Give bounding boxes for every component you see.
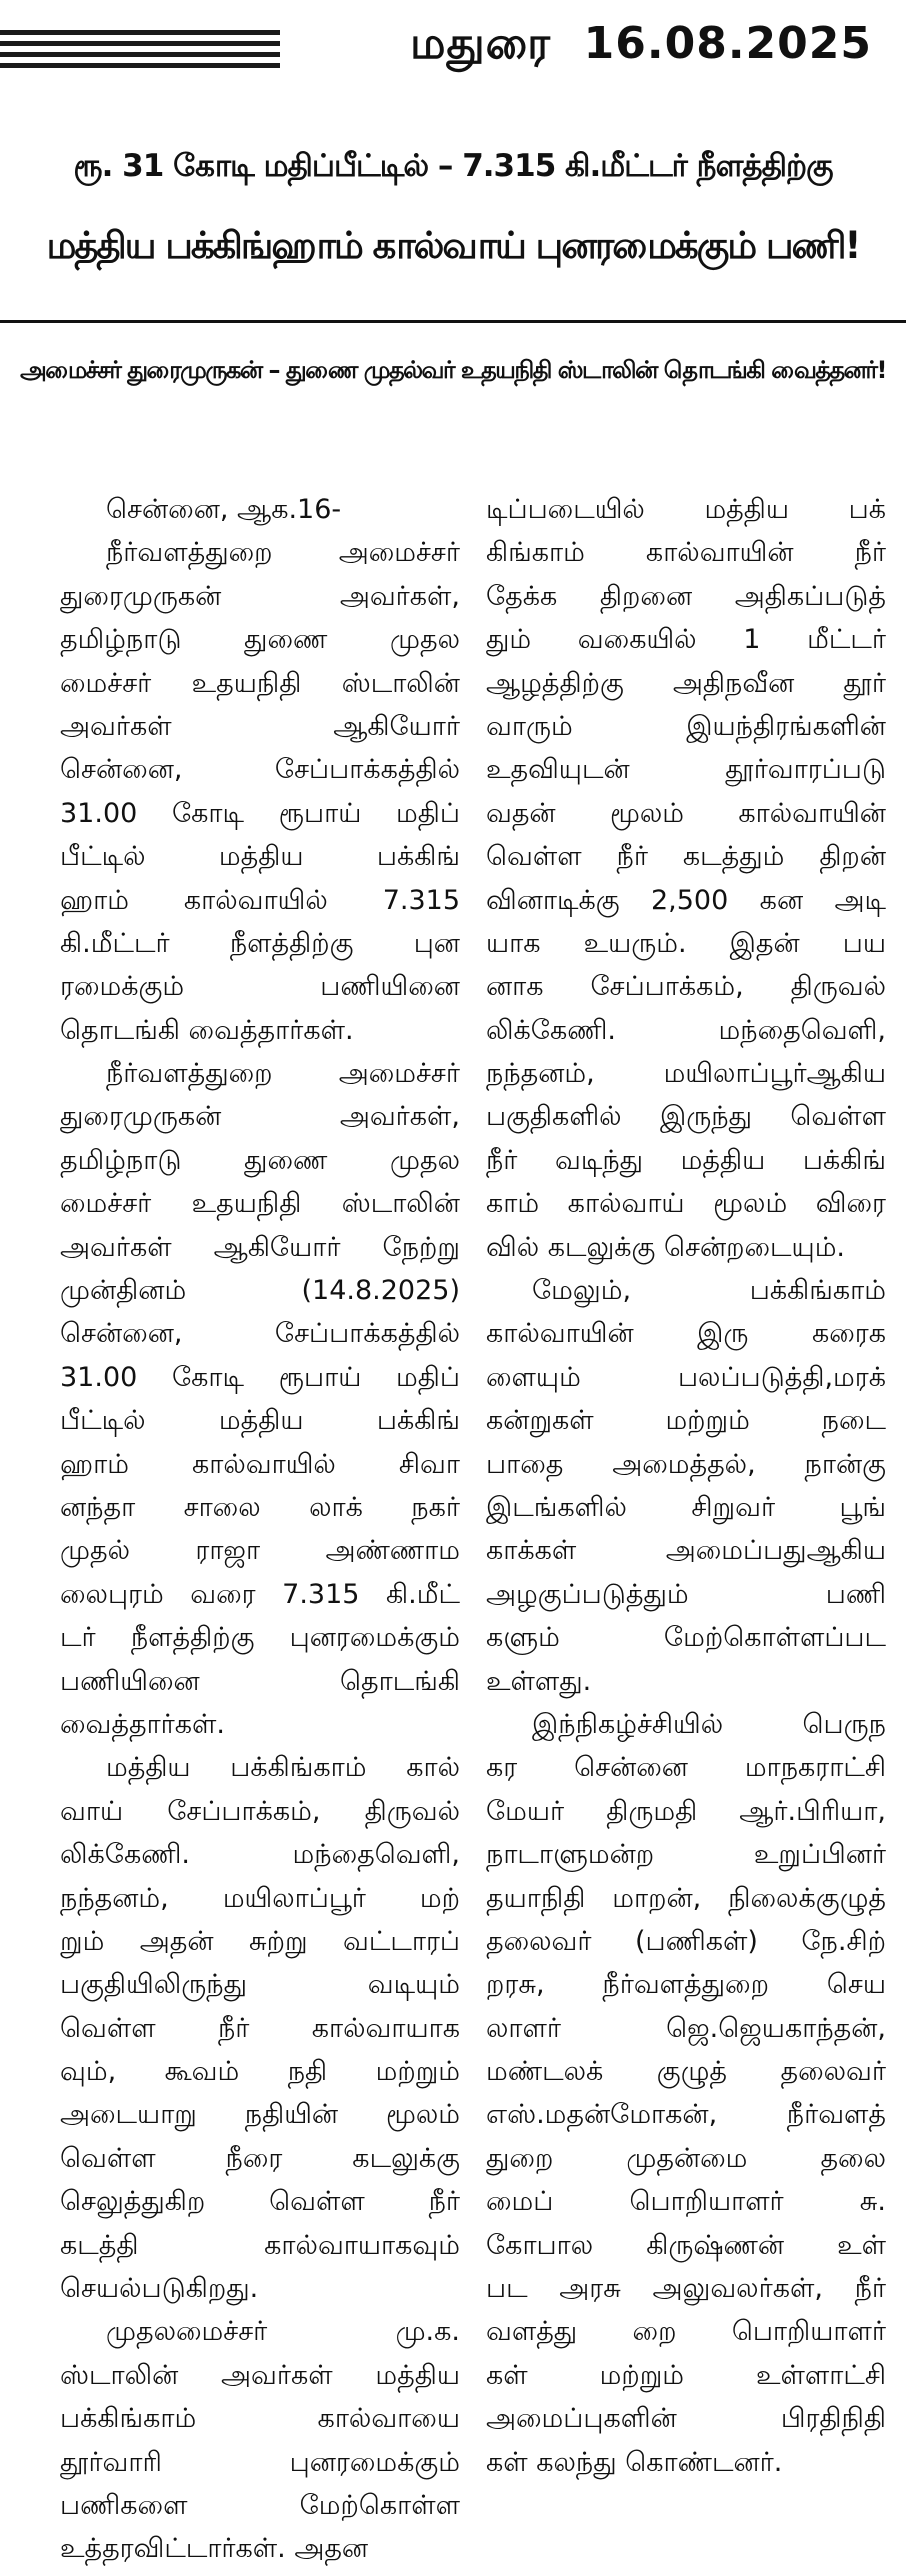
article-line: னந்தா சாலை லாக் நகர்: [60, 1491, 460, 1523]
article-line: துறை முதன்மை தலை: [486, 2142, 886, 2174]
article-line: மேயர் திருமதி ஆர்.பிரியா,: [486, 1795, 886, 1827]
article-line: நந்தனம், மயிலாப்பூர்ஆகிய: [486, 1058, 886, 1090]
article-line: வாய் சேப்பாக்கம், திருவல்: [60, 1795, 460, 1827]
article-line: தும் வகையில் 1 மீட்டர்: [486, 624, 886, 656]
article-line: லாளர் ஜெ.ஜெயகாந்தன்,: [486, 2012, 886, 2044]
headline-deck: அமைச்சர் துரைமுருகன் – துணை முதல்வர் உதயநிதி ஸ்டாலின் தொடங்கி வைத்தனர்!: [20, 356, 886, 384]
headline-main: மத்திய பக்கிங்ஹாம் கால்வாய் புனரமைக்கும் பணி!: [46, 224, 860, 267]
article-line: அவர்கள் ஆகியோர்: [60, 710, 460, 742]
article-line: வாரும் இயந்திரங்களின்: [486, 710, 886, 742]
article-line: ஆழத்திற்கு அதிநவீன தூர்: [486, 667, 886, 699]
article-line: தேக்க திறனை அதிகப்படுத்: [486, 580, 886, 612]
article-line: வதன் மூலம் கால்வாயின்: [486, 797, 886, 829]
article-line: பட அரசு அலுவலர்கள், நீர்: [486, 2273, 886, 2305]
article-line: செலுத்துகிற வெள்ள நீர்: [60, 2186, 460, 2218]
dateline: [410, 18, 872, 75]
article-line: துரைமுருகன் அவர்கள்,: [60, 1101, 460, 1133]
article-line: கள் மற்றும் உள்ளாட்சி: [486, 2359, 886, 2391]
article-line: பாதை அமைத்தல், நான்கு: [486, 1448, 886, 1480]
article-line: கன்றுகள் மற்றும் நடை: [486, 1405, 886, 1437]
article-line: தூர்வாரி புனரமைக்கும்: [60, 2446, 460, 2478]
article-line: பணியினை தொடங்கி: [60, 1665, 460, 1697]
article-line: வைத்தார்கள்.: [60, 1708, 225, 1740]
article-line: மேலும், பக்கிங்காம்: [532, 1275, 886, 1307]
article-line: நாடாளுமன்ற உறுப்பினர்: [486, 1839, 886, 1871]
masthead: [0, 0, 906, 128]
masthead-date: 16.08.2025: [583, 18, 872, 69]
article-line: துரைமுருகன் அவர்கள்,: [60, 580, 460, 612]
article-line: ளையும் பலப்படுத்தி,மரக்: [486, 1361, 886, 1393]
article-line: கி.மீட்டர் நீளத்திற்கு புன: [60, 927, 460, 959]
article-line: முதலமைச்சர் மு.க.: [106, 2316, 460, 2348]
article-line: வெள்ள நீர் கடத்தும் திறன்: [486, 841, 886, 873]
article-line: முதல் ராஜா அண்ணாம: [60, 1535, 460, 1567]
article-line: பணிகளை மேற்கொள்ள: [60, 2489, 460, 2521]
article-line: நீர்வளத்துறை அமைச்சர்: [106, 1058, 460, 1090]
article-line: னாக சேப்பாக்கம், திருவல்: [486, 971, 886, 1003]
article-line: கோபால கிருஷ்ணன் உள்: [486, 2229, 886, 2261]
article-line: வெள்ள நீர் கால்வாயாக: [60, 2012, 460, 2044]
article-line: வில் கடலுக்கு சென்றடையும்.: [486, 1231, 846, 1263]
headline-kicker: ரூ. 31 கோடி மதிப்பீட்டில் – 7.315 கி.மீட்டர் நீளத்திற்கு: [73, 148, 833, 184]
article-line: பகுதிகளில் இருந்து வெள்ள: [486, 1101, 886, 1133]
article-line: உதவியுடன் தூர்வாரப்படு: [486, 754, 886, 786]
article-line: பகுதியிலிருந்து வடியும்: [60, 1969, 460, 2001]
article-line: கள் கலந்து கொண்டனர்.: [486, 2446, 783, 2478]
article-line: ரமைக்கும் பணியினை: [60, 971, 460, 1003]
article-line: லைபுரம் வரை 7.315 கி.மீட்: [60, 1578, 460, 1610]
article-line: கிங்காம் கால்வாயின் நீர்: [486, 537, 886, 569]
article-line: நீர்வளத்துறை அமைச்சர்: [106, 537, 460, 569]
article-line: மண்டலக் குழுத் தலைவர்: [486, 2056, 886, 2088]
article-line: கால்வாயின் இரு கரைக: [486, 1318, 886, 1350]
article-line: உத்தரவிட்டார்கள். அதன: [60, 2533, 369, 2565]
article-line: அடையாறு நதியின் மூலம்: [60, 2099, 460, 2131]
article-line: பக்கிங்காம் கால்வாயை: [60, 2403, 460, 2435]
article-line: அமைப்புகளின் பிரதிநிதி: [486, 2403, 886, 2435]
article-line: நந்தனம், மயிலாப்பூர் மற்: [60, 1882, 460, 1914]
article-line: தொடங்கி வைத்தார்கள்.: [60, 1014, 354, 1046]
masthead-stripes: [0, 30, 280, 70]
article-line: 31.00 கோடி ரூபாய் மதிப்: [60, 797, 460, 829]
headline-rule: [0, 320, 906, 323]
article-line: றும் அதன் சுற்று வட்டாரப்: [60, 1925, 460, 1957]
article-line: பீட்டில் மத்திய பக்கிங்: [60, 841, 460, 873]
article-line: சென்னை, சேப்பாக்கத்தில்: [60, 1318, 460, 1350]
article-line: செயல்படுகிறது.: [60, 2273, 259, 2305]
article-line: காக்கள் அமைப்பதுஆகிய: [486, 1535, 886, 1567]
article-line: யாக உயரும். இதன் பய: [486, 927, 886, 959]
article-line: இடங்களில் சிறுவர் பூங்: [486, 1491, 886, 1523]
article-line: கர சென்னை மாநகராட்சி: [486, 1752, 886, 1784]
article-column-left: [60, 488, 460, 2571]
article-line: வெள்ள நீரை கடலுக்கு: [60, 2142, 460, 2174]
article-line: தலைவர் (பணிகள்) நே.சிற்: [486, 1925, 886, 1957]
article-line: டிப்படையில் மத்திய பக்: [486, 494, 886, 525]
article-line: சென்னை, ஆக.16-: [106, 494, 342, 525]
article-line: ஹாம் கால்வாயில் 7.315: [60, 884, 460, 916]
article-line: இந்நிகழ்ச்சியில் பெருந: [532, 1708, 886, 1740]
article-line: நீர் வடிந்து மத்திய பக்கிங்: [486, 1144, 886, 1176]
article-line: மைச்சர் உதயநிதி ஸ்டாலின்: [60, 1188, 460, 1220]
article-line: எஸ்.மதன்மோகன், நீர்வளத்: [486, 2099, 886, 2131]
article-line: ஸ்டாலின் அவர்கள் மத்திய: [60, 2359, 460, 2391]
article-line: வும், கூவம் நதி மற்றும்: [60, 2056, 460, 2088]
article-column-right: [486, 488, 886, 2484]
article-line: வளத்து றை பொறியாளர்: [486, 2316, 886, 2348]
article-line: மைப் பொறியாளர் சு.: [486, 2186, 886, 2218]
article-line: களும் மேற்கொள்ளப்பட: [486, 1622, 886, 1654]
article-line: றரசு, நீர்வளத்துறை செய: [486, 1969, 886, 2001]
article-line: சென்னை, சேப்பாக்கத்தில்: [60, 754, 460, 786]
article-line: தமிழ்நாடு துணை முதல: [60, 624, 460, 656]
article-line: மத்திய பக்கிங்காம் கால்: [106, 1752, 460, 1784]
article-line: தயாநிதி மாறன், நிலைக்குழுத்: [486, 1882, 886, 1914]
article-line: 31.00 கோடி ரூபாய் மதிப்: [60, 1361, 460, 1393]
article-line: டர் நீளத்திற்கு புனரமைக்கும்: [60, 1622, 460, 1654]
article-line: அழகுப்படுத்தும் பணி: [486, 1578, 886, 1610]
article-line: கடத்தி கால்வாயாகவும்: [60, 2229, 460, 2261]
masthead-city: மதுரை: [410, 18, 551, 69]
article-line: உள்ளது.: [486, 1665, 592, 1697]
article-line: முன்தினம் (14.8.2025): [60, 1275, 460, 1307]
article-line: ஹாம் கால்வாயில் சிவா: [60, 1448, 460, 1480]
article-line: காம் கால்வாய் மூலம் விரை: [486, 1188, 886, 1220]
article-line: தமிழ்நாடு துணை முதல: [60, 1144, 460, 1176]
article-line: மைச்சர் உதயநிதி ஸ்டாலின்: [60, 667, 460, 699]
article-line: லிக்கேணி. மந்தைவெளி,: [60, 1839, 460, 1871]
article-line: பீட்டில் மத்திய பக்கிங்: [60, 1405, 460, 1437]
article-line: வினாடிக்கு 2,500 கன அடி: [486, 884, 886, 916]
article-line: லிக்கேணி. மந்தைவெளி,: [486, 1014, 886, 1046]
article-line: அவர்கள் ஆகியோர் நேற்று: [60, 1231, 460, 1263]
